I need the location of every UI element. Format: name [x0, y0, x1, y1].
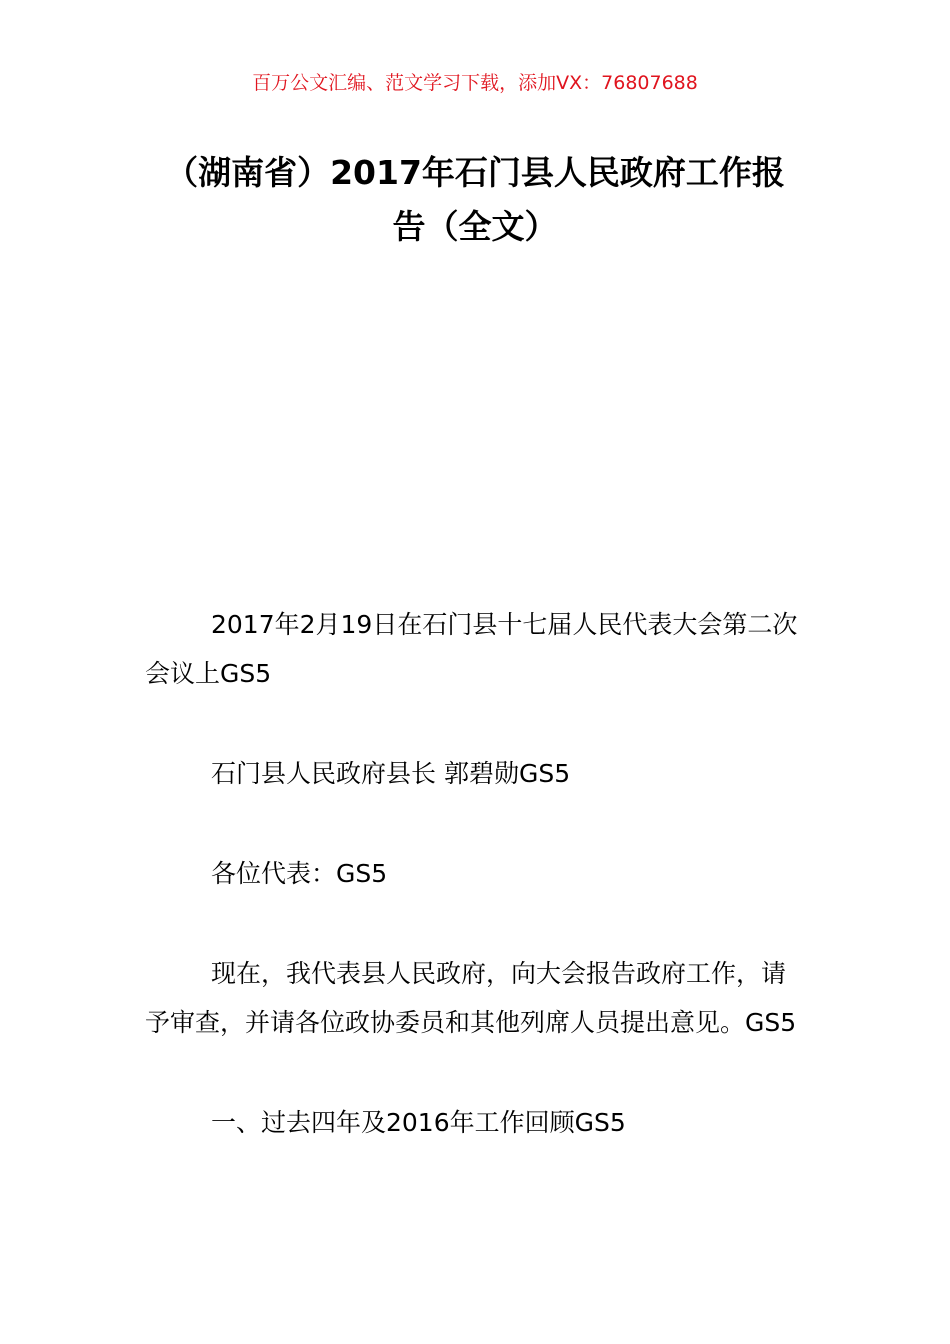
section-heading-review: 一、过去四年及2016年工作回顾GS5 — [211, 1108, 626, 1137]
paragraph-opening: 现在，我代表县人民政府，向大会报告政府工作，请予审查，并请各位政协委员和其他列席人员提出意见。GS5 — [145, 959, 797, 1037]
document-title-line-1: （湖南省）2017年石门县人民政府工作报 — [165, 153, 785, 192]
document-title-line-2: 告（全文） — [392, 207, 558, 246]
header-watermark-note: 百万公文汇编、范文学习下载，添加VX：76807688 — [252, 72, 698, 94]
document-body — [145, 600, 810, 1198]
paragraph-speaker: 石门县人民政府县长 郭碧勋GS5 — [211, 759, 571, 788]
paragraph-meeting-date: 2017年2月19日在石门县十七届人民代表大会第二次会议上GS5 — [145, 610, 798, 688]
document-title — [120, 146, 830, 254]
paragraph-salutation: 各位代表：GS5 — [211, 859, 388, 888]
